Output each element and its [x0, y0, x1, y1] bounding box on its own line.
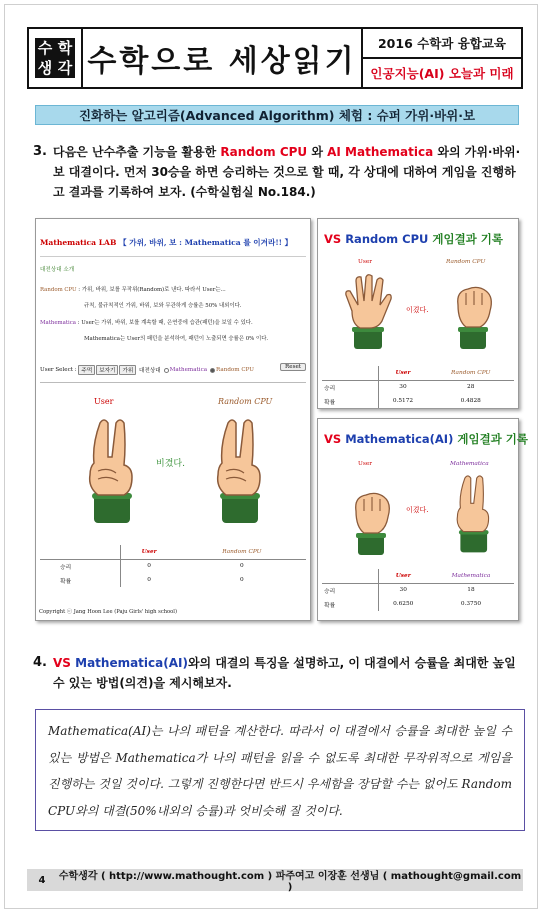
question-text: [53, 653, 525, 693]
row-label-prob: 확률: [322, 597, 378, 611]
cpu-wins: 28: [467, 384, 475, 391]
paper-hand-icon: [340, 271, 396, 349]
question-text: [53, 142, 525, 202]
row-label-prob: 확률: [40, 573, 120, 587]
random-desc-line2: 규칙, 불규칙적인 가위, 바위, 보와 무관하게 승률은 50% 내외이다.: [84, 303, 242, 309]
table-row: [322, 583, 514, 597]
logo-char: 학: [57, 39, 73, 57]
user-wins: 0: [147, 563, 151, 570]
row-label-wins: 승리: [322, 583, 378, 597]
header-subtitle-box: [363, 29, 521, 87]
table-row: [322, 380, 514, 394]
logo-char: 생: [37, 59, 53, 77]
user-wins: 30: [399, 384, 407, 391]
user-select-label: User Select :: [40, 367, 77, 373]
table-row: [322, 394, 514, 408]
user-prob: 0.5172: [392, 398, 414, 404]
game-subtitle: 【 가위, 바위, 보 : Mathematica 를 이겨라!! 】: [119, 238, 293, 247]
question-number: 4.: [33, 655, 47, 670]
cpu-label: Mathematica: [450, 461, 489, 467]
mathematica-term: Mathematica(AI): [75, 656, 188, 670]
cpu-label: Random CPU: [446, 259, 486, 265]
score-header-cpu: Mathematica: [428, 569, 514, 583]
user-label: User: [358, 461, 373, 467]
opponent-intro-heading: 대전상대 소개: [40, 267, 75, 273]
random-cpu-radio[interactable]: [210, 368, 215, 373]
user-prob: 0: [147, 577, 151, 583]
divider: [40, 382, 306, 383]
score-table: [322, 366, 514, 408]
row-label-prob: 확률: [322, 394, 378, 408]
vs-label: VS: [324, 432, 342, 446]
random-desc-line1: [40, 285, 226, 293]
text: 와의 대결의 특징을 설명하고, 이 대결에서 승률을 최대한 높일 수 있는 방법(의견)을 제시해보자.: [53, 656, 516, 690]
course-label: 2016 수학과 융합교육: [363, 29, 521, 59]
logo-mark: [35, 38, 75, 78]
cpu-wins: 18: [467, 587, 475, 594]
game-screenshot: [35, 218, 311, 621]
rock-hand-icon: [346, 481, 396, 555]
score-header-user: User: [378, 366, 427, 380]
user-prob: 0.6250: [393, 601, 414, 607]
scissors-hand-icon: [450, 471, 496, 555]
game-result: 이겼다.: [406, 506, 429, 514]
score-header-cpu: Random CPU: [178, 545, 306, 559]
cpu-wins: 0: [240, 563, 244, 570]
rock-hand-icon: [448, 275, 498, 349]
ai-mathematica-term: AI Mathematica: [327, 145, 434, 159]
table-row: [40, 559, 306, 573]
mathematica-radio[interactable]: [164, 368, 169, 373]
logo-char: 수: [37, 39, 53, 57]
footer-credit: 수학생각 ( http://www.mathought.com ) 파주여고 이장훈 선생님 ( mathought@gmail.com ): [58, 871, 522, 893]
random-cpu-option-label: Random CPU: [216, 367, 255, 373]
panel-title-suffix: 게임결과 기록: [453, 432, 529, 446]
rock-button[interactable]: 주먹: [78, 365, 95, 375]
question-number: 3.: [33, 144, 47, 159]
control-bar: [40, 363, 306, 377]
game-result: 이겼다.: [406, 306, 429, 314]
panel-title-suffix: 게임결과 기록: [428, 232, 504, 246]
worksheet-page: [4, 4, 538, 909]
panel-title: [324, 431, 528, 447]
table-row: [322, 597, 514, 611]
math-desc-line2: Mathematica는 User의 패턴을 분석하여, 패턴이 노출되면 승률은 0% 이다.: [84, 336, 269, 342]
random-label: Random CPU: [40, 287, 77, 293]
logo: [29, 29, 83, 87]
result-panel-mathematica: [317, 418, 529, 621]
text: 와: [307, 145, 328, 159]
question-3: [33, 142, 525, 202]
reset-button[interactable]: Reset: [280, 363, 306, 371]
score-table: [40, 545, 306, 587]
cpu-prob: 0: [240, 577, 244, 583]
desc-text: : 가위, 바위, 보를 무작위(Random)로 낸다. 따라서 User는...: [76, 287, 226, 293]
page-title: 수학으로 세상읽기: [83, 29, 363, 87]
scissors-hand-icon: [208, 415, 270, 525]
score-header-user: User: [120, 545, 178, 559]
opponent-name: Random CPU: [345, 232, 429, 246]
cpu-label: Random CPU: [218, 397, 273, 406]
opponent-name: Mathematica(AI): [345, 432, 454, 446]
user-label: User: [94, 397, 114, 406]
score-header-cpu: Random CPU: [427, 366, 514, 380]
question-4: [33, 653, 525, 693]
mathematica-label: Mathematica: [40, 320, 77, 326]
divider: [40, 256, 306, 257]
text: 다음은 난수추출 기능을 활용한: [53, 145, 221, 159]
row-label-wins: 승리: [40, 559, 120, 573]
desc-text: : User는 가위, 바위, 보를 계속할 때, 은연중에 습관(패턴)을 보일 수 있다.: [76, 320, 253, 326]
topic-label: 인공지능(AI) 오늘과 미래: [370, 66, 514, 81]
mathematica-option-label: Mathematica: [169, 367, 208, 373]
text: 와의 가위·바위·보 대결이다. 먼저 30승을 하면 승리하는 것으로 할 때, 각 상대에 대하여 게임을 진행하고 결과를 기록하여 보자. (수학실험실 No.184.): [53, 145, 521, 199]
score-table: [322, 569, 514, 611]
copyright: Copyright ⓒ Jang Hoon Lee (Paju Girls' high school): [39, 609, 177, 615]
user-wins: 30: [399, 587, 407, 594]
result-panel-random: [317, 218, 519, 409]
math-desc-line1: [40, 318, 253, 326]
paper-button[interactable]: 보자기: [96, 365, 118, 375]
section-banner: 진화하는 알고리즘(Advanced Algorithm) 체험 : 슈퍼 가위·바위·보: [35, 105, 519, 125]
user-label: User: [358, 259, 373, 265]
scissors-hand-icon: [80, 415, 142, 525]
cpu-prob: 0.4828: [460, 398, 481, 404]
score-header-user: User: [378, 569, 428, 583]
opponent-label: 대전상대: [139, 368, 161, 374]
lab-title: Mathematica LAB: [40, 238, 117, 247]
game-title: [40, 237, 292, 248]
scissors-button[interactable]: 가위: [119, 365, 136, 375]
vs-label: VS: [53, 656, 71, 670]
page-header: [27, 27, 523, 89]
cpu-prob: 0.3750: [460, 601, 482, 607]
page-number: 4: [38, 874, 46, 886]
page-footer: [27, 869, 523, 891]
random-cpu-term: Random CPU: [220, 145, 308, 159]
panel-title: [324, 231, 503, 247]
answer-box: Mathematica(AI)는 나의 패턴을 계산한다. 따라서 이 대결에서 승률을 최대한 높일 수 있는 방법은 Mathematica가 나의 패턴을 읽을 수 없도록 최대한 무작위적으로 게임을 진행하는 것일 것이다. 그렇게 진행한다면 반드시 우세함을 장담할 수는 없어도 Random CPU와의 대결(50%내외의 승률)과 엇비슷해 질 것이다.: [35, 709, 525, 831]
table-row: [40, 573, 306, 587]
vs-label: VS: [324, 232, 342, 246]
row-label-wins: 승리: [322, 380, 378, 394]
logo-char: 각: [57, 59, 73, 77]
game-result: 비겼다.: [156, 459, 185, 469]
